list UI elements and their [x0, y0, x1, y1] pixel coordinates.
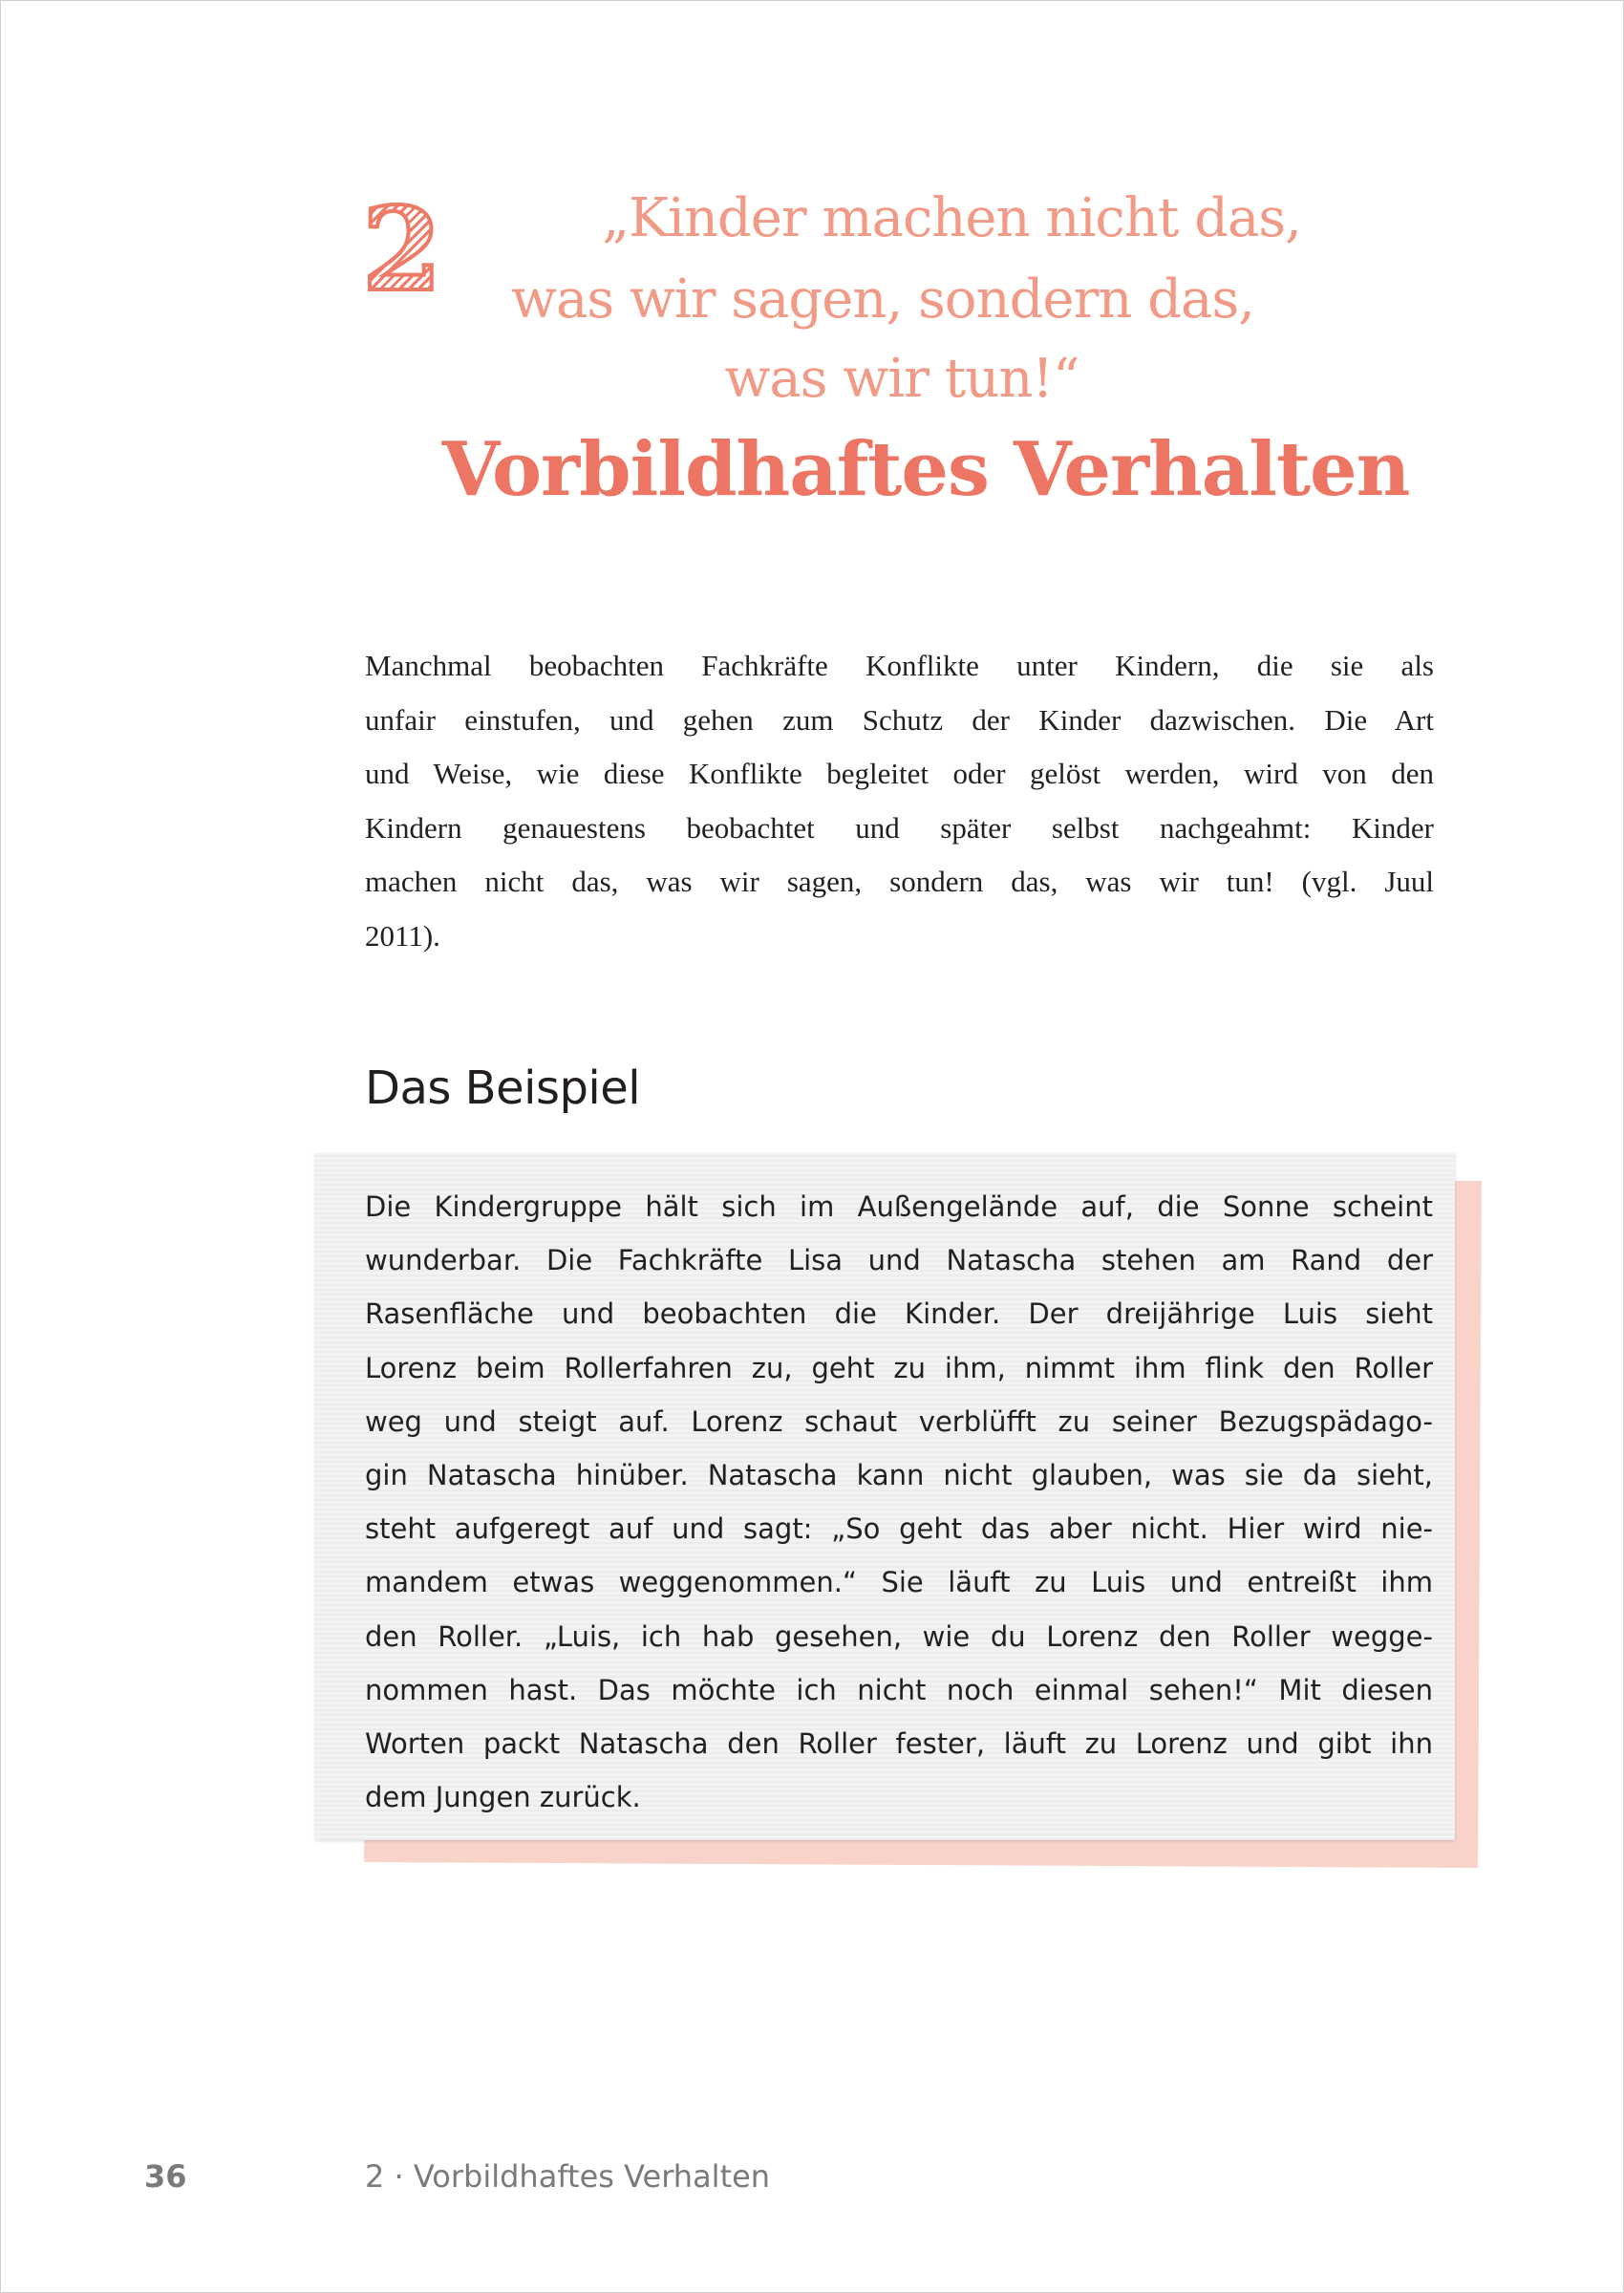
section-heading: Das Beispiel — [365, 1061, 641, 1115]
chapter-quote-line: was wir tun!“ — [724, 348, 1079, 410]
text-line: Kindern genauestens beobachtet und später selbst nachgeahmt: Kinder — [365, 810, 1434, 845]
text-line: dem Jungen zurück. — [365, 1781, 641, 1814]
text-line: gin Natascha hinüber. Natascha kann nicht glauben, was sie da sieht, — [365, 1458, 1433, 1491]
text-line: unfair einstufen, und gehen zum Schutz der Kinder dazwischen. Die Art — [365, 702, 1434, 737]
chapter-quote-line: was wir sagen, sondern das, — [511, 268, 1254, 331]
text-line: Die Kindergruppe hält sich im Außengelände auf, die Sonne scheint — [365, 1190, 1433, 1223]
text-line: Worten packt Natascha den Roller fester, läuft zu Lorenz und gibt ihn — [365, 1726, 1433, 1760]
text-line: steht aufgeregt auf und sagt: „So geht das aber nicht. Hier wird nie- — [365, 1512, 1433, 1546]
chapter-number: 2 — [362, 182, 442, 317]
chapter-title: Vorbildhaftes Verhalten — [441, 426, 1410, 513]
text-line: Rasenfläche und beobachten die Kinder. Der dreijährige Luis sieht — [365, 1297, 1433, 1331]
intro-paragraph — [365, 639, 1434, 963]
page-number: 36 — [144, 2158, 187, 2195]
text-line: nommen hast. Das möchte ich nicht noch einmal sehen!“ Mit diesen — [365, 1673, 1433, 1706]
text-line: den Roller. „Luis, ich hab gesehen, wie du Lorenz den Roller wegge- — [365, 1619, 1433, 1653]
text-line: machen nicht das, was wir sagen, sondern das, was wir tun! (vgl. Juul — [365, 865, 1434, 898]
text-line: und Weise, wie diese Konflikte begleitet oder gelöst werden, wird von den — [365, 757, 1434, 790]
text-line: Lorenz beim Rollerfahren zu, geht zu ihm, nimmt ihm flink den Roller — [365, 1351, 1433, 1384]
text-line: weg und steigt auf. Lorenz schaut verblüfft zu seiner Bezugspädago- — [365, 1404, 1433, 1438]
text-line: 2011). — [365, 918, 440, 953]
text-line: mandem etwas weggenommen.“ Sie läuft zu Luis und entreißt ihm — [365, 1566, 1433, 1599]
running-head: 2 · Vorbildhaftes Verhalten — [365, 2158, 771, 2195]
text-line: wunderbar. Die Fachkräfte Lisa und Natascha stehen am Rand der — [365, 1244, 1433, 1277]
text-line: Manchmal beobachten Fachkräfte Konflikte unter Kindern, die sie als — [365, 649, 1434, 682]
chapter-quote-line: „Kinder machen nicht das, — [602, 187, 1301, 249]
example-text — [365, 1180, 1433, 1824]
